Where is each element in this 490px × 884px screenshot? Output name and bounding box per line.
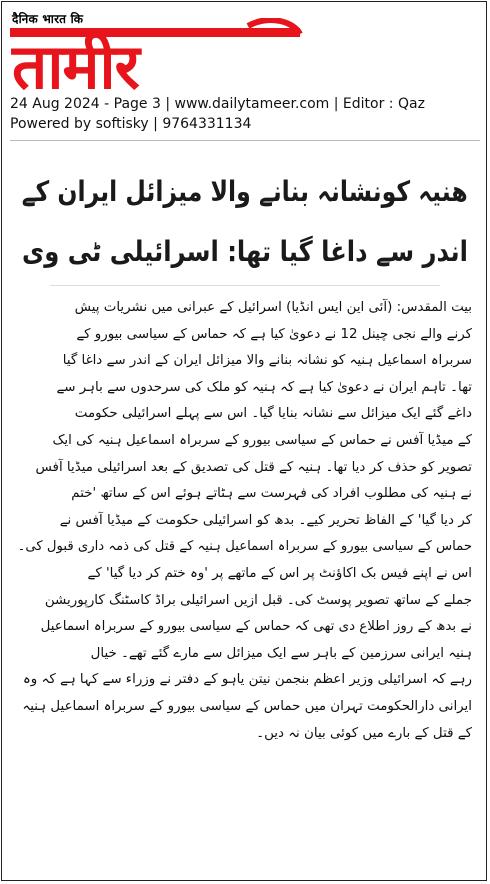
edition-info: 24 Aug 2024 - Page 3 | www.dailytameer.com | Editor : Qaz [10,96,425,112]
article-body-line: کے میڈیا آفس نے حماس کے سیاسی بیورو کے سربراہ اسماعیل ہنیہ کی ایک [52,432,472,448]
article-body-line: بیت المقدس: (آئی این ایس انڈیا) اسرائیل کے عبرانی میں نشریات پیش [74,300,472,315]
article-body-line: ایرانی دارالحکومت تہران میں حماس کے سیاسی بیورو کے سربراہ اسماعیل ہنیہ [22,698,472,714]
logo-text: तामीर [12,30,139,92]
headline-line-1: ھنیہ کونشانہ بنانے والا میزائل ایران کے [22,175,468,208]
article-body-line: تھا۔ تاہم ایران نے دعویٰ کیا ہے کہ ہنیہ کو ملک کی سرحدوں سے باہر سے [56,379,472,395]
newspaper-logo [8,18,308,92]
article-body-line: کر دیا گیا' کے الفاظ تحریر کیے۔ بدھ کو اسرائیلی حکومت کے میڈیا آفس نے [59,512,472,528]
article-body-line: ہنیہ ایرانی سرزمین کے باہر سے ایک میزائل سے مارے گئے تھے۔ خیال [90,645,472,661]
publisher-info: Powered by softisky | 9764331134 [10,116,252,132]
masthead [8,8,308,92]
headline-line-2: اندر سے داغا گیا تھا: اسرائیلی ٹی وی [22,235,468,268]
article-body-line: تصویر کو حذف کر دیا تھا۔ ہنیہ کے قتل کی تصدیق کے بعد اسرائیلی میڈیا آفس [35,459,472,475]
article-body-line: اس نے اپنے فیس بک اکاؤنٹ پر اس کے ماتھے پر 'وہ ختم کر دیا گیا' کے [87,565,472,581]
article-body-line: حماس کے سیاسی بیورو کے سربراہ اسماعیل ہنیہ کے قتل کی ذمہ داری قبول کی۔ [18,539,472,555]
article-body [18,295,472,747]
headline-divider [50,285,440,286]
article-body-line: داغے گئے ایک میزائل سے نشانہ بنایا گیا۔ اس سے پہلے اسرائیلی حکومت [74,406,472,422]
article-body-line: رہے کہ اسرائیلی وزیر اعظم بنجمن نیتن یاہو کے دفتر نے وزراء سے کہا ہے کہ وہ [22,672,472,688]
article-body-line: کے قتل کے بارے میں کوئی بیان نہ دیں۔ [256,725,472,741]
article-body-line: نے بدھ کے روز اطلاع دی تھی کہ حماس کے سیاسی بیورو کے سربراہ اسماعیل [40,619,472,635]
article-body-line: سربراہ اسماعیل ہنیہ کو نشانہ بنانے والا میزائل ایران کے اندر سے داغا گیا [62,353,472,369]
article-body-line: جملے کے ساتھ تصویر پوسٹ کی۔ قبل ازیں اسرائیلی براڈ کاسٹنگ کارپوریشن [44,592,472,608]
article-body-line: نے ہنیہ کی مطلوب افراد کی فہرست سے ہٹاتے ہوئے اس کے ساتھ 'ختم [71,486,472,502]
masthead-tagline: दैनिक भारत कि [12,12,84,26]
news-clipping [10,140,480,877]
article-body-line: کرنے والے نجی چینل 12 نے دعویٰ کیا ہے کہ حماس کے سیاسی بیورو کے [76,326,472,342]
